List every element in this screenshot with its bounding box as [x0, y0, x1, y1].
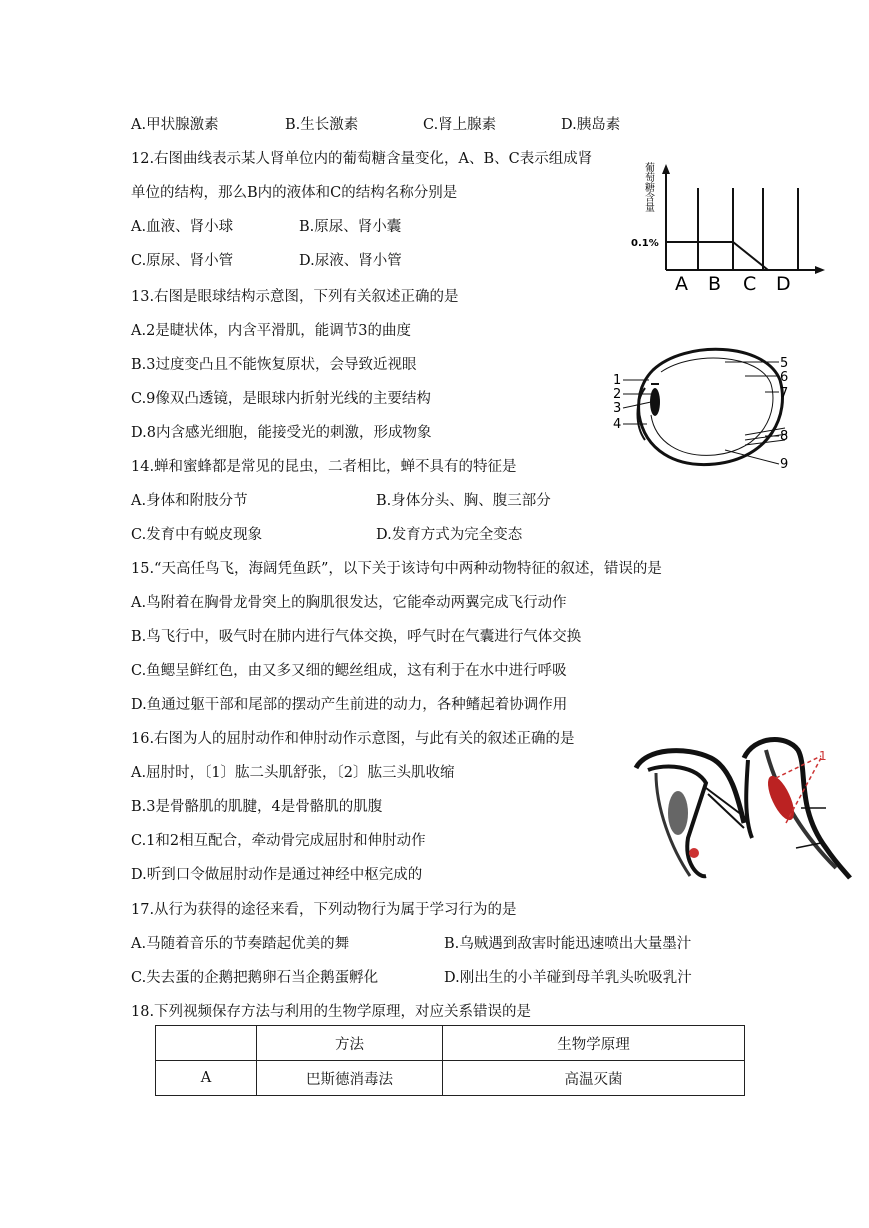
preservation-table: [155, 1025, 745, 1096]
q16-stem: 16.右图为人的屈肘动作和伸肘动作示意图，与此有关的叙述正确的是: [131, 731, 575, 747]
table-header-row: [156, 1026, 745, 1061]
q12-stem-line2: 单位的结构，那么B内的液体和C的结构名称分别是: [131, 185, 458, 201]
table-header-blank: [156, 1026, 257, 1061]
eye-label-8: 8: [780, 429, 789, 444]
x-label-a: A: [675, 273, 688, 295]
q17-stem: 17.从行为获得的途径来看，下列动物行为属于学习行为的是: [131, 902, 517, 918]
glucose-curve-figure: [628, 160, 828, 295]
q12-stem-line1: 12.右图曲线表示某人肾单位内的葡萄糖含量变化，A、B、C表示组成肾: [131, 151, 593, 167]
eyeball-figure: [605, 340, 805, 480]
eye-label-7: 7: [780, 386, 789, 401]
flexed-joint-mark: [689, 848, 699, 858]
table-header-method: 方法: [257, 1026, 443, 1061]
q17-option-b: B.乌贼遇到敌害时能迅速喷出大量墨汁: [444, 936, 692, 952]
eye-label-6: 6: [780, 370, 789, 385]
q14-stem: 14.蝉和蜜蜂都是常见的昆虫，二者相比，蝉不具有的特征是: [131, 459, 517, 475]
q14-option-b: B.身体分头、胸、腹三部分: [376, 493, 551, 509]
eye-label-2: 2: [613, 387, 622, 402]
eyeball-inner-layer: [651, 358, 773, 455]
q16-option-c: C.1和2相互配合，牵动骨完成屈肘和伸肘动作: [131, 833, 426, 849]
extended-arm-outline: [744, 740, 850, 878]
extended-shoulder: [746, 760, 752, 838]
q12-option-a: A.血液、肾小球: [131, 219, 234, 235]
eye-label-9: 9: [780, 457, 789, 472]
q14-option-c: C.发育中有蜕皮现象: [131, 527, 263, 543]
q13-option-d: D.8内含感光细胞，能接受光的刺激，形成物象: [131, 425, 432, 441]
q17-option-d: D.刚出生的小羊碰到母羊乳头吮吸乳汁: [444, 970, 692, 986]
y-axis-arrow: [662, 164, 670, 174]
muscle-label-1: 1: [819, 749, 827, 763]
level-label: 0.1%: [631, 238, 659, 249]
table-cell-label: A: [156, 1061, 257, 1096]
table-cell-principle: 高温灭菌: [443, 1061, 745, 1096]
q16-option-a: A.屈肘时，〔1〕肱二头肌舒张，〔2〕肱三头肌收缩: [131, 765, 455, 781]
glucose-y-label: 葡萄糖含量: [642, 162, 654, 212]
x-label-c: C: [743, 273, 757, 295]
eye-label-1: 1: [613, 373, 622, 388]
q13-option-b: B.3过度变凸且不能恢复原状，会导致近视眼: [131, 357, 417, 373]
x-axis-arrow: [815, 266, 825, 274]
q13-stem: 13.右图是眼球结构示意图，下列有关叙述正确的是: [131, 289, 459, 305]
q11-option-b: B.生长激素: [285, 117, 359, 133]
q11-option-d: D.胰岛素: [561, 117, 621, 133]
glucose-curve-line: [666, 242, 768, 270]
q12-option-d: D.尿液、肾小管: [299, 253, 402, 269]
q12-option-c: C.原尿、肾小管: [131, 253, 234, 269]
eye-label-4: 4: [613, 417, 622, 432]
q16-option-b: B.3是骨骼肌的肌腱，4是骨骼肌的肌腹: [131, 799, 383, 815]
x-label-d: D: [776, 273, 791, 295]
eye-label-3: 3: [613, 401, 622, 416]
q15-option-d: D.鱼通过躯干部和尾部的摆动产生前进的动力，各种鳍起着协调作用: [131, 697, 568, 713]
q11-option-c: C.肾上腺素: [423, 117, 497, 133]
q17-option-c: C.失去蛋的企鹅把鹅卵石当企鹅蛋孵化: [131, 970, 379, 986]
q15-option-b: B.鸟飞行中，吸气时在肺内进行气体交换，呼气时在气囊进行气体交换: [131, 629, 582, 645]
table-header-principle: 生物学原理: [443, 1026, 745, 1061]
q14-option-a: A.身体和附肢分节: [131, 493, 248, 509]
flexed-biceps: [668, 791, 688, 835]
eyeball-outer-wall: [639, 349, 783, 464]
table-row: [156, 1061, 745, 1096]
x-label-b: B: [708, 273, 722, 295]
lens: [650, 388, 660, 416]
arm-movement-figure: [626, 728, 856, 888]
q11-option-a: A.甲状腺激素: [131, 117, 219, 133]
q15-option-a: A.鸟附着在胸骨龙骨突上的胸肌很发达，它能牵动两翼完成飞行动作: [131, 595, 567, 611]
q13-option-a: A.2是睫状体，内含平滑肌，能调节3的曲度: [131, 323, 412, 339]
q16-option-d: D.听到口令做屈肘动作是通过神经中枢完成的: [131, 867, 423, 883]
q14-option-d: D.发育方式为完全变态: [376, 527, 523, 543]
q15-option-c: C.鱼鳃呈鲜红色，由又多又细的鳃丝组成，这有利于在水中进行呼吸: [131, 663, 567, 679]
table-cell-method: 巴斯德消毒法: [257, 1061, 443, 1096]
q13-option-c: C.9像双凸透镜，是眼球内折射光线的主要结构: [131, 391, 431, 407]
eye-label-5: 5: [780, 356, 789, 371]
q12-option-b: B.原尿、肾小囊: [299, 219, 402, 235]
q18-stem: 18.下列视频保存方法与利用的生物学原理，对应关系错误的是: [131, 1004, 532, 1020]
q15-stem: 15.“天高任鸟飞，海阔凭鱼跃”，以下关于该诗句中两种动物特征的叙述，错误的是: [131, 561, 662, 577]
q17-option-a: A.马随着音乐的节奏踏起优美的舞: [131, 936, 350, 952]
